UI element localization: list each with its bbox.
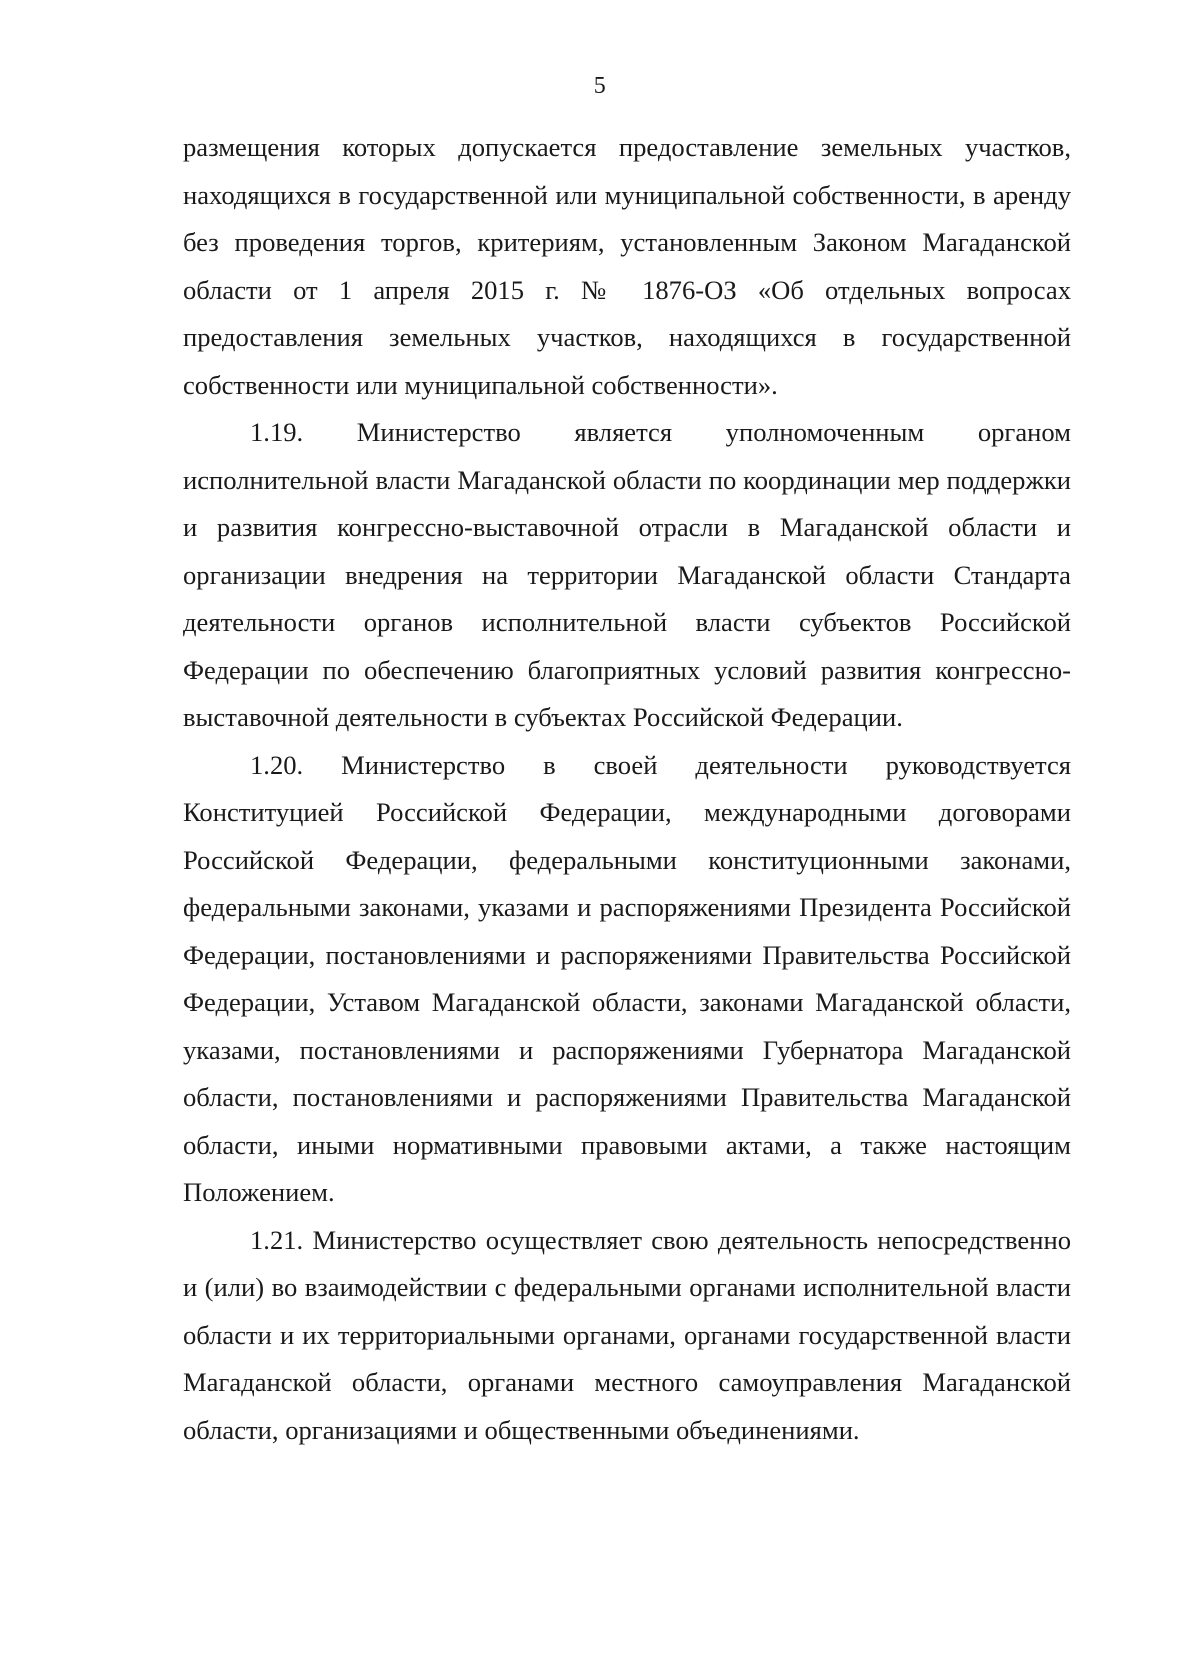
paragraph-1-20: 1.20. Министерство в своей деятельности руководствуется Конституцией Российской Федерации, международными договорами Российской Федерации, федеральными конституционными законами, федеральными законами, указами и распоряжениями Президента Российской Федерации, постановлениями и распоряжениями Правительства Российской Федерации, Уставом Магаданской области, законами Магаданской области, указами, постановлениями и распоряжениями Губернатора Магаданской области, постановлениями и распоряжениями Правительства Магаданской области, иными нормативными правовыми актами, а также настоящим Положением. bbox=[183, 749, 1071, 1207]
page-number: 5 bbox=[593, 73, 607, 99]
paragraph-1-19: 1.19. Министерство является уполномоченным органом исполнительной власти Магаданской области по координации мер поддержки и развития конгрессно-выставочной отрасли в Магаданской области и организации внедрения на территории Магаданской области Стандарта деятельности органов исполнительной власти субъектов Российской Федерации по обеспечению благоприятных условий развития конгрессно-выставочной деятельности в субъектах Российской Федерации. bbox=[183, 417, 1071, 732]
paragraph-1-21: 1.21. Министерство осуществляет свою деятельность непосредственно и (или) во взаимодействии с федеральными органами исполнительной власти области и их территориальными органами, органами государственной власти Магаданской области, органами местного самоуправления Магаданской области, организациями и общественными объединениями. bbox=[183, 1224, 1071, 1445]
document-body bbox=[183, 124, 1071, 1454]
paragraph-continuation: размещения которых допускается предоставление земельных участков, находящихся в государственной или муниципальной собственности, в аренду без проведения торгов, критериям, установленным Законом Магаданской области от 1 апреля 2015 г. № 1876-ОЗ «Об отдельных вопросах предоставления земельных участков, находящихся в государственной собственности или муниципальной собственности». bbox=[183, 132, 1071, 400]
